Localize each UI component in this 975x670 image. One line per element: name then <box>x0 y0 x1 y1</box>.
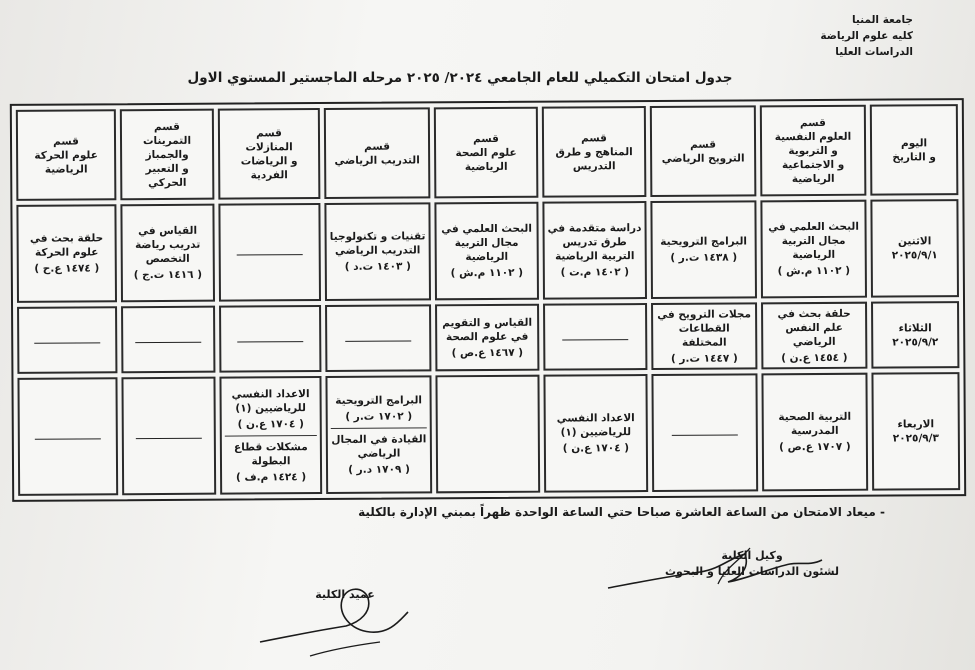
exam-cell: البحث العلمي في مجال التربية الرياضية ( ١١٠٢ م.ش ) <box>760 200 867 298</box>
empty-dash <box>136 438 202 439</box>
table-row <box>17 301 959 374</box>
vice-dean-block <box>647 548 857 580</box>
column-header-gymnastics: قسم التمرينات والجمباز و التعبير الحركي <box>120 109 215 201</box>
exam-cell: القياس و التقويم في علوم الصحة ( ١٤٦٧ ع.ص ) <box>435 304 539 372</box>
exam-cell: حلقة بحث في علم النفس الرياضي ( ١٤٥٤ ع.ن ) <box>761 302 867 370</box>
empty-cell <box>121 306 215 374</box>
exam-cell: حلقة بحث في علوم الحركة ( ١٤٧٤ ع.ح ) <box>16 205 117 303</box>
empty-cell <box>218 203 321 301</box>
exam-cell: التربية الصحية المدرسية ( ١٧٠٧ ع.ص ) <box>761 373 868 492</box>
exam-cell-split: الاعداد النفسي للرياضيين (١) ( ١٧٠٤ ع.ن ) مشكلات قطاع البطولة ( ١٤٢٤ م.ف ) <box>219 376 322 495</box>
exam-cell: البحث العلمي في مجال التربية الرياضية ( ١١٠٢ م.ش ) <box>434 202 539 300</box>
column-header-training: قسم التدريب الرياضي <box>324 107 431 199</box>
exam-cell: الاعداد النفسي للرياضيين (١) ( ١٧٠٤ ع.ن ) <box>543 374 648 493</box>
empty-dash <box>135 341 201 342</box>
exam-schedule-table <box>10 98 966 502</box>
column-header-curricula: قسم المناهج و طرق التدريس <box>542 106 647 198</box>
table-header-row <box>16 104 959 201</box>
empty-cell <box>121 377 216 495</box>
empty-dash <box>237 341 303 342</box>
day-date-cell: الثلاثاء ٢٠٢٥/٩/٢ <box>871 301 959 369</box>
vice-dean-title: وكيل الكلية <box>721 549 783 562</box>
exam-time-note: - ميعاد الامتحان من الساعة العاشرة صباحا حتي الساعة الواحدة ظهراً بمبني الإدارة بالكلية <box>358 505 885 519</box>
empty-cell <box>17 377 118 496</box>
empty-dash <box>35 438 101 439</box>
exam-cell: دراسة متقدمة في طرق تدريس التربية الرياضية ( ١٤٠٢ م.ت ) <box>542 201 647 299</box>
exam-cell: القياس في تدريب رياضة التخصص ( ١٤١٦ ت.ج ) <box>120 204 215 302</box>
exam-cell-split: البرامج الترويحية ( ١٧٠٢ ت.ر ) القيادة في المجال الرياضي ( ١٧٠٩ د.ر ) <box>325 375 432 494</box>
day-date-cell: الاربعاء ٢٠٢٥/٩/٣ <box>871 372 960 490</box>
exam-cell: البرامج الترويحية ( ١٤٣٨ ت.ر ) <box>650 201 757 299</box>
empty-cell <box>435 375 540 494</box>
empty-cell <box>651 373 758 492</box>
column-header-combat: قسم المنازلات و الرياضات الفردية <box>218 108 321 200</box>
vice-dean-subtitle: لشئون الدراسات العليا و البحوث <box>664 565 840 578</box>
empty-dash <box>237 254 303 255</box>
university-name: جامعة المنيا <box>851 14 913 26</box>
empty-dash <box>345 340 411 341</box>
exam-cell: تقنيات و تكنولوجيا التدريب الرياضي ( ١٤٠٣ ت.د ) <box>324 203 431 301</box>
column-header-health: قسم علوم الصحة الرياضية <box>434 107 539 199</box>
empty-dash <box>672 435 738 436</box>
empty-cell <box>17 306 117 374</box>
column-header-psychology: قسم العلوم النفسية و التربوية و الاجتماعية الرياضية <box>760 105 867 197</box>
empty-dash <box>562 339 628 340</box>
empty-cell <box>543 303 647 371</box>
document-title: جدول امتحان التكميلي للعام الجامعي ٢٠٢٤/ ٢٠٢٥ مرحله الماجستير المستوي الاول <box>187 70 733 86</box>
dean-title: عميد الكلية <box>315 588 375 601</box>
empty-cell <box>219 305 321 373</box>
faculty-name: كليه علوم الرياضة <box>820 30 913 42</box>
dean-signature-icon <box>250 572 420 662</box>
column-header-kinesiology: قسم علوم الحركة الرياضية <box>16 109 117 201</box>
department-name: الدراسات العليا <box>835 46 913 58</box>
empty-cell <box>325 304 431 372</box>
table-row <box>17 372 960 496</box>
empty-dash <box>34 342 100 343</box>
table-row <box>16 200 959 303</box>
day-date-cell: الاثنين ٢٠٢٥/٩/١ <box>870 200 959 298</box>
institution-header <box>753 12 913 60</box>
column-header-day: اليوم و التاريخ <box>870 104 959 196</box>
column-header-recreation: قسم الترويح الرياضي <box>650 105 757 197</box>
exam-cell: مجلات الترويح في القطاعات المختلفة ( ١٤٤٧ ت.ر ) <box>651 302 757 370</box>
